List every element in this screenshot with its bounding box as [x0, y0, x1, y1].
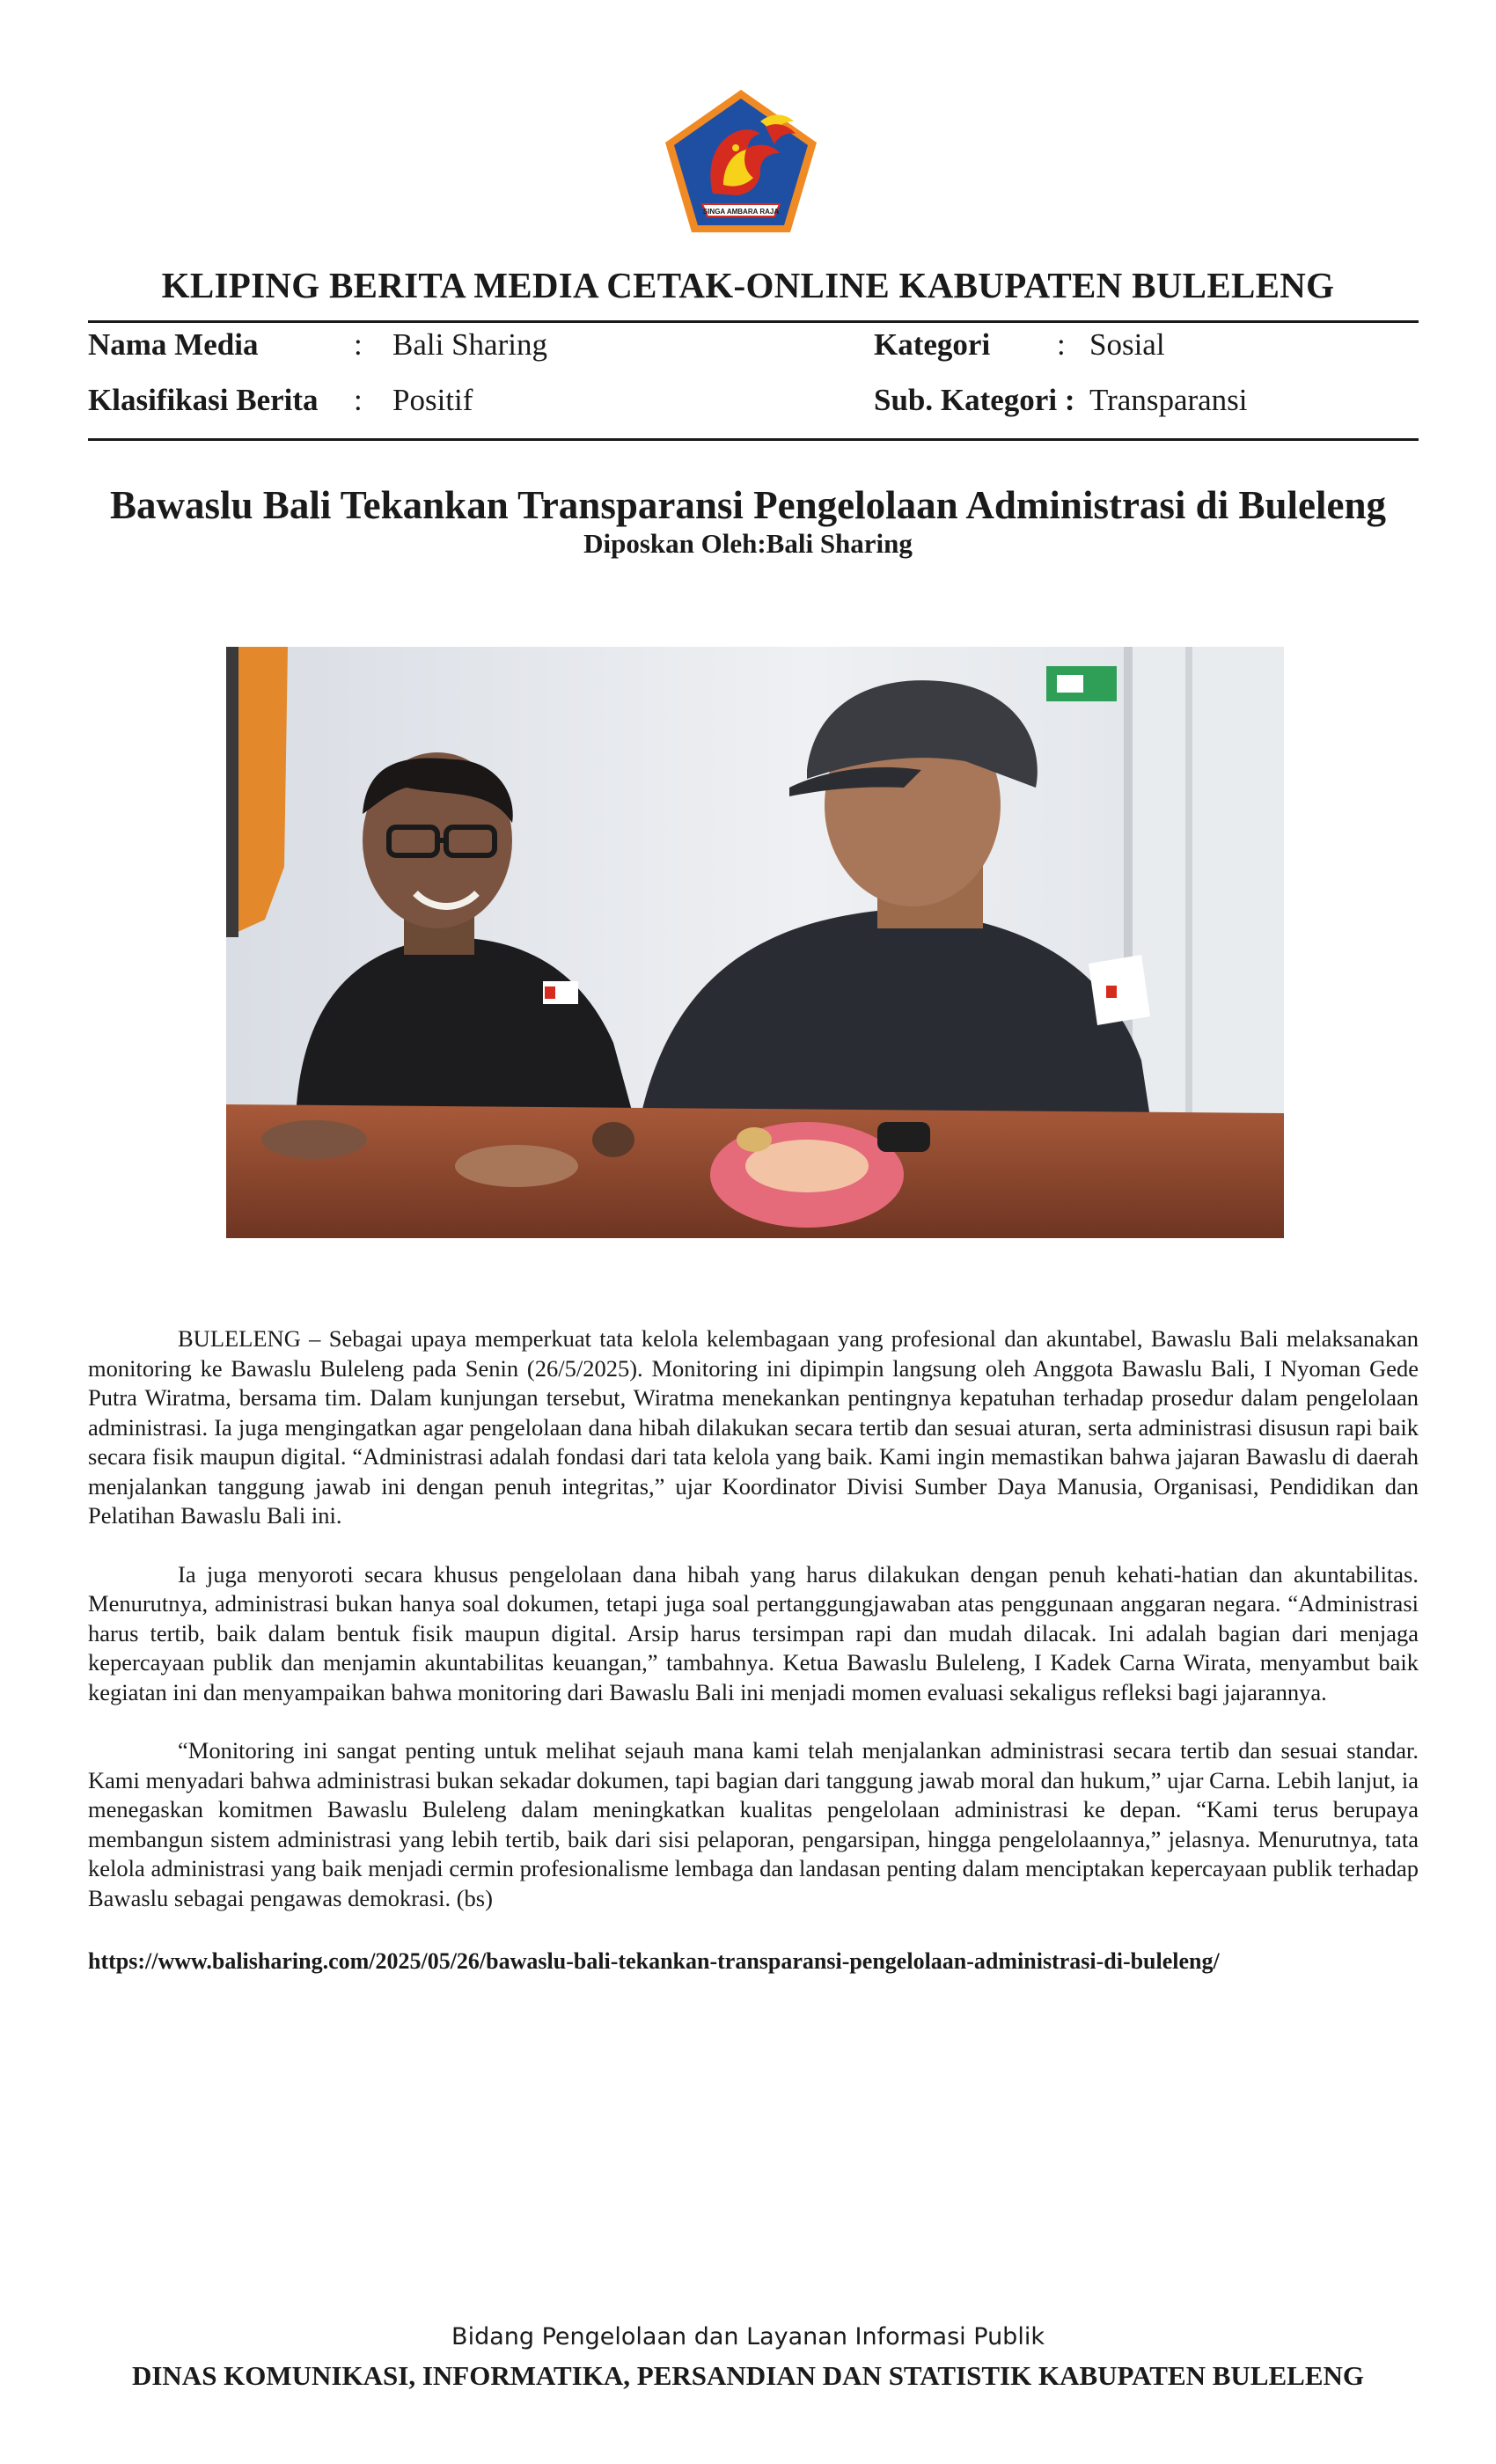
media-value: Bali Sharing	[392, 327, 547, 362]
article-paragraph-2: Ia juga menyoroti secara khusus pengelolaan dana hibah yang harus dilakukan dengan penuh kehati-hatian dan akuntabilitas. Menurutnya, administrasi bukan hanya soal dokumen, tetapi juga soal pertanggungjawaban atas penggunaan anggaran negara. “Administrasi harus tertib, baik dalam bentuk fisik maupun digital. Arsip harus tersimpan rapi dan mudah dilacak. Ini adalah bagian dari menjaga kepercayaan publik dan menjamin akuntabilitas keuangan,” tambahnya. Ketua Bawaslu Buleleng, I Kadek Carna Wirata, menyambut baik kegiatan ini dan menyampaikan bahwa monitoring dari Bawaslu Bali ini menjadi momen evaluasi sekaligus refleksi bagi jajarannya.	[88, 1560, 1419, 1705]
article-title: Bawaslu Bali Tekankan Transparansi Pengelolaan Administrasi di Buleleng	[110, 483, 1386, 527]
meta-row-classification	[88, 383, 1419, 427]
category-value: Sosial	[1089, 327, 1165, 362]
article-paragraph-3: “Monitoring ini sangat penting untuk melihat sejauh mana kami telah menjalankan administrasi secara tertib dan sesuai standar. Kami menyadari bahwa administrasi bukan sekadar dokumen, tapi bagian dari tanggung jawab moral dan hukum,” ujar Carna. Lebih lanjut, ia menegaskan komitmen Bawaslu Buleleng dalam meningkatkan kualitas pengelolaan administrasi ke depan. “Kami terus berupaya membangun sistem administrasi yang lebih tertib, baik dari sisi pelaporan, pengarsipan, hingga pengelolaannya,” jelasnya. Menurutnya, tata kelola administrasi yang baik menjadi cermin profesionalisme lembaga dan landasan penting dalam menciptakan kepercayaan publik terhadap Bawaslu sebagai pengawas demokrasi. (bs)	[88, 1737, 1419, 1911]
classification-value: Positif	[392, 383, 473, 417]
header-top-rule	[88, 320, 1419, 323]
footer-department: Bidang Pengelolaan dan Layanan Informasi Publik	[451, 2323, 1045, 2350]
subcategory-label: Sub. Kategori :	[874, 383, 1075, 417]
article-photo	[226, 647, 1284, 1238]
media-separator: :	[354, 327, 363, 362]
category-separator: :	[1057, 327, 1066, 362]
logo-text: SINGA AMBARA RAJA	[702, 208, 780, 216]
meta-row-media	[88, 327, 1419, 371]
news-photo-two-officials-icon	[226, 647, 1284, 1238]
classification-separator: :	[354, 383, 363, 417]
header-bottom-rule	[88, 438, 1419, 441]
kabupaten-buleleng-logo	[662, 86, 820, 236]
kabupaten-buleleng-emblem-icon	[662, 86, 820, 236]
source-url-link[interactable]: https://www.balisharing.com/2025/05/26/bawaslu-bali-tekankan-transparansi-pengelolaan-administrasi-di-buleleng/	[88, 1948, 1220, 1974]
article-body	[88, 1324, 1419, 1942]
document-header-title: KLIPING BERITA MEDIA CETAK-ONLINE KABUPATEN BULELENG	[161, 265, 1335, 305]
footer-agency: DINAS KOMUNIKASI, INFORMATIKA, PERSANDIAN DAN STATISTIK KABUPATEN BULELENG	[131, 2360, 1365, 2391]
article-paragraph-1: BULELENG – Sebagai upaya memperkuat tata kelola kelembagaan yang profesional dan akuntabel, Bawaslu Bali melaksanakan monitoring ke Bawaslu Buleleng pada Senin (26/5/2025). Monitoring ini dipimpin langsung oleh Anggota Bawaslu Bali, I Nyoman Gede Putra Wiratma, bersama tim. Dalam kunjungan tersebut, Wiratma menekankan pentingnya kepatuhan terhadap prosedur dalam pengelolaan administrasi. Ia juga mengingatkan agar pengelolaan dana hibah dilakukan secara tertib dan sesuai aturan, serta administrasi disusun rapi baik secara fisik maupun digital. “Administrasi adalah fondasi dari tata kelola yang baik. Kami ingin memastikan bahwa jajaran Bawaslu di daerah menjalankan tanggung jawab ini dengan penuh integritas,” ujar Koordinator Divisi Sumber Daya Manusia, Organisasi, Pendidikan dan Pelatihan Bawaslu Bali ini.	[88, 1325, 1419, 1529]
classification-label: Klasifikasi Berita	[88, 383, 319, 417]
subcategory-value: Transparansi	[1089, 383, 1248, 417]
media-label: Nama Media	[88, 327, 259, 362]
category-label: Kategori	[874, 327, 991, 362]
article-byline: Diposkan Oleh:Bali Sharing	[583, 528, 913, 559]
